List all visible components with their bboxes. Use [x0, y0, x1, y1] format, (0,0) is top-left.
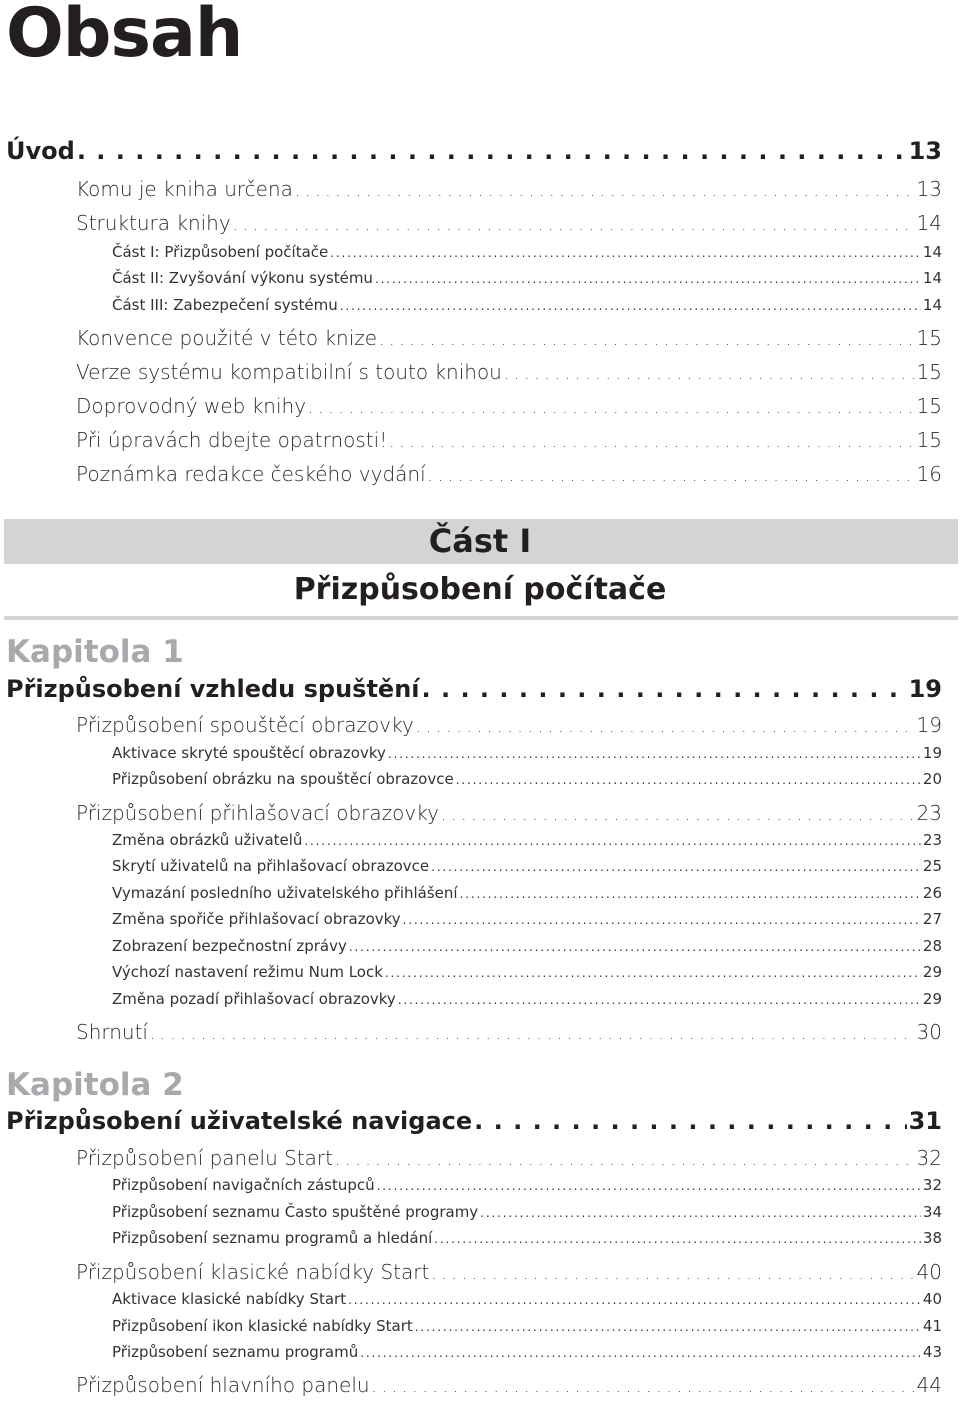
- toc-subentry[interactable]: [112, 296, 942, 314]
- toc-subentry-label: Část II: Zvyšování výkonu systému: [112, 269, 373, 287]
- toc-entry-label: Verze systému kompatibilní s touto knihou: [76, 360, 502, 384]
- toc-entry-label: Přizpůsobení hlavního panelu: [76, 1373, 370, 1397]
- toc-subentry[interactable]: [112, 937, 942, 955]
- toc-page-number: 14: [922, 296, 942, 314]
- toc-page-number: 31: [908, 1107, 942, 1135]
- dot-leader: [389, 432, 914, 451]
- toc-page-number: 13: [916, 177, 942, 201]
- dot-leader: [377, 1179, 921, 1193]
- dot-leader: [379, 330, 914, 349]
- toc-entry-label: Při úpravách dbejte opatrnosti!: [76, 428, 388, 452]
- toc-entry[interactable]: [76, 462, 942, 486]
- toc-subentry[interactable]: [112, 744, 942, 762]
- toc-page-number: 32: [922, 1176, 942, 1194]
- toc-page-number: 40: [922, 1290, 942, 1308]
- dot-leader: [375, 272, 921, 286]
- toc-subentry-label: Část III: Zabezpečení systému: [112, 296, 338, 314]
- toc-entry[interactable]: [76, 394, 942, 418]
- toc-page-number: 19: [922, 744, 942, 762]
- toc-page-number: 29: [922, 990, 942, 1008]
- dot-leader: [388, 747, 921, 761]
- part-number-text: Část I: [428, 522, 532, 560]
- dot-leader: [441, 805, 915, 824]
- toc-page-number: 30: [916, 1020, 942, 1044]
- toc-entry-label: Shrnutí: [76, 1020, 148, 1044]
- toc-page-number: 29: [922, 963, 942, 981]
- toc-subentry[interactable]: [112, 1317, 942, 1335]
- toc-entry-label: Struktura knihy: [76, 211, 231, 235]
- toc-subentry-label: Výchozí nastavení režimu Num Lock: [112, 963, 383, 981]
- toc-heading-label: Přizpůsobení vzhledu spuštění: [6, 675, 420, 703]
- toc-subentry[interactable]: [112, 243, 942, 261]
- toc-page-number: 43: [922, 1343, 942, 1361]
- dot-leader: [422, 675, 907, 703]
- toc-page-number: 28: [922, 937, 942, 955]
- toc-page-number: 15: [916, 428, 942, 452]
- toc-subentry[interactable]: [112, 1203, 942, 1221]
- toc-entry[interactable]: [76, 801, 942, 825]
- toc-subentry-label: Skrytí uživatelů na přihlašovací obrazovce: [112, 857, 430, 875]
- toc-page-number: 13: [908, 137, 942, 165]
- toc-heading-uvod[interactable]: [6, 137, 942, 165]
- dot-leader: [398, 993, 921, 1007]
- chapter-2-kapitola-label: Kapitola 2: [6, 1067, 184, 1103]
- toc-subentry-label: Přizpůsobení seznamu programů a hledání: [112, 1229, 433, 1247]
- toc-entry-label: Přizpůsobení klasické nabídky Start: [76, 1260, 430, 1284]
- toc-entry-label: Přizpůsobení přihlašovací obrazovky: [76, 801, 439, 825]
- toc-subentry[interactable]: [112, 1176, 942, 1194]
- toc-page-number: 15: [916, 360, 942, 384]
- dot-leader: [385, 966, 921, 980]
- toc-entry[interactable]: [76, 360, 942, 384]
- toc-entry[interactable]: [76, 326, 942, 350]
- toc-page-number: 19: [908, 675, 942, 703]
- dot-leader: [295, 181, 915, 200]
- toc-subentry-label: Vymazání posledního uživatelského přihlášení: [112, 884, 458, 902]
- dot-leader: [431, 1264, 914, 1283]
- toc-subentry[interactable]: [112, 884, 942, 902]
- dot-leader: [403, 913, 921, 927]
- toc-subentry-label: Přizpůsobení seznamu Často spuštěné programy: [112, 1203, 479, 1221]
- toc-subentry[interactable]: [112, 990, 942, 1008]
- toc-entry-label: Přizpůsobení spouštěcí obrazovky: [76, 713, 414, 737]
- part-divider: [4, 616, 958, 620]
- dot-leader: [150, 1024, 915, 1043]
- toc-page-number: 15: [916, 394, 942, 418]
- toc-heading-chapter-1[interactable]: [6, 675, 942, 703]
- toc-heading-chapter-2[interactable]: [6, 1107, 942, 1135]
- toc-entry-label: Poznámka redakce českého vydání: [76, 462, 426, 486]
- toc-entry-label: Komu je kniha určena: [76, 177, 293, 201]
- toc-subentry[interactable]: [112, 831, 942, 849]
- dot-leader: [474, 1107, 906, 1135]
- chapter-1-kapitola-label: Kapitola 1: [6, 634, 184, 670]
- dot-leader: [460, 887, 921, 901]
- dot-leader: [304, 834, 920, 848]
- toc-subentry[interactable]: [112, 269, 942, 287]
- toc-subentry-label: Aktivace skryté spouštěcí obrazovky: [112, 744, 386, 762]
- toc-entry-label: Doprovodný web knihy: [76, 394, 307, 418]
- toc-subentry[interactable]: [112, 910, 942, 928]
- toc-page-number: 41: [922, 1317, 942, 1335]
- dot-leader: [335, 1150, 915, 1169]
- toc-entry[interactable]: [76, 177, 942, 201]
- toc-subentry-label: Přizpůsobení obrázku na spouštěcí obrazovce: [112, 770, 454, 788]
- toc-entry-label: Konvence použité v této knize: [76, 326, 378, 350]
- dot-leader: [233, 215, 915, 234]
- dot-leader: [348, 1293, 921, 1307]
- toc-heading-label: Přizpůsobení uživatelské navigace: [6, 1107, 473, 1135]
- toc-subentry[interactable]: [112, 1229, 942, 1247]
- dot-leader: [360, 1346, 921, 1360]
- toc-entry-label: Přizpůsobení panelu Start: [76, 1146, 333, 1170]
- toc-page-number: 25: [922, 857, 942, 875]
- toc-entry[interactable]: [76, 1260, 942, 1284]
- toc-page-number: 32: [916, 1146, 942, 1170]
- part-title: Přizpůsobení počítače: [293, 572, 667, 607]
- dot-leader: [431, 860, 921, 874]
- toc-page-number: 40: [916, 1260, 942, 1284]
- toc-subentry-label: Přizpůsobení navigačních zástupců: [112, 1176, 375, 1194]
- toc-subentry-label: Zobrazení bezpečnostní zprávy: [112, 937, 347, 955]
- toc-subentry-label: Změna pozadí přihlašovací obrazovky: [112, 990, 396, 1008]
- toc-entry[interactable]: [76, 211, 942, 235]
- toc-subentry-label: Přizpůsobení seznamu programů: [112, 1343, 359, 1361]
- toc-page-number: 19: [916, 713, 942, 737]
- toc-entry[interactable]: [76, 713, 942, 737]
- toc-page-number: 14: [916, 211, 942, 235]
- dot-leader: [434, 1232, 921, 1246]
- toc-page-number: 20: [922, 770, 942, 788]
- dot-leader: [416, 717, 915, 736]
- dot-leader: [77, 137, 907, 165]
- toc-subentry[interactable]: [112, 857, 942, 875]
- toc-entry[interactable]: [76, 1373, 942, 1397]
- toc-entry[interactable]: [76, 1146, 942, 1170]
- toc-page-number: 15: [916, 326, 942, 350]
- dot-leader: [456, 773, 921, 787]
- toc-subentry-label: Změna obrázků uživatelů: [112, 831, 303, 849]
- toc-subentry-label: Aktivace klasické nabídky Start: [112, 1290, 347, 1308]
- toc-page-number: 14: [922, 243, 942, 261]
- dot-leader: [349, 940, 921, 954]
- dot-leader: [428, 466, 915, 485]
- toc-subentry-label: Přizpůsobení ikon klasické nabídky Start: [112, 1317, 413, 1335]
- toc-subentry-label: Změna spořiče přihlašovací obrazovky: [112, 910, 401, 928]
- toc-page-number: 23: [922, 831, 942, 849]
- toc-page-number: 34: [922, 1203, 942, 1221]
- toc-page-number: 16: [916, 462, 942, 486]
- dot-leader: [415, 1320, 921, 1334]
- dot-leader: [480, 1206, 921, 1220]
- dot-leader: [308, 398, 915, 417]
- dot-leader: [330, 246, 921, 260]
- toc-subentry-label: Část I: Přizpůsobení počítače: [112, 243, 329, 261]
- dot-leader: [372, 1377, 915, 1396]
- toc-subentry[interactable]: [112, 770, 942, 788]
- page-title: Obsah: [6, 0, 243, 73]
- toc-subentry[interactable]: [112, 963, 942, 981]
- toc-page-number: 23: [916, 801, 942, 825]
- dot-leader: [340, 299, 921, 313]
- dot-leader: [504, 364, 915, 383]
- toc-subentry[interactable]: [112, 1290, 942, 1308]
- toc-page-number: 26: [922, 884, 942, 902]
- toc-heading-label: Úvod: [6, 137, 75, 165]
- toc-page-number: 27: [922, 910, 942, 928]
- toc-page-number: 44: [916, 1373, 942, 1397]
- toc-subentry[interactable]: [112, 1343, 942, 1361]
- toc-entry[interactable]: [76, 428, 942, 452]
- toc-page-number: 38: [922, 1229, 942, 1247]
- part-number: [0, 521, 960, 561]
- toc-page-number: 14: [922, 269, 942, 287]
- toc-entry[interactable]: [76, 1020, 942, 1044]
